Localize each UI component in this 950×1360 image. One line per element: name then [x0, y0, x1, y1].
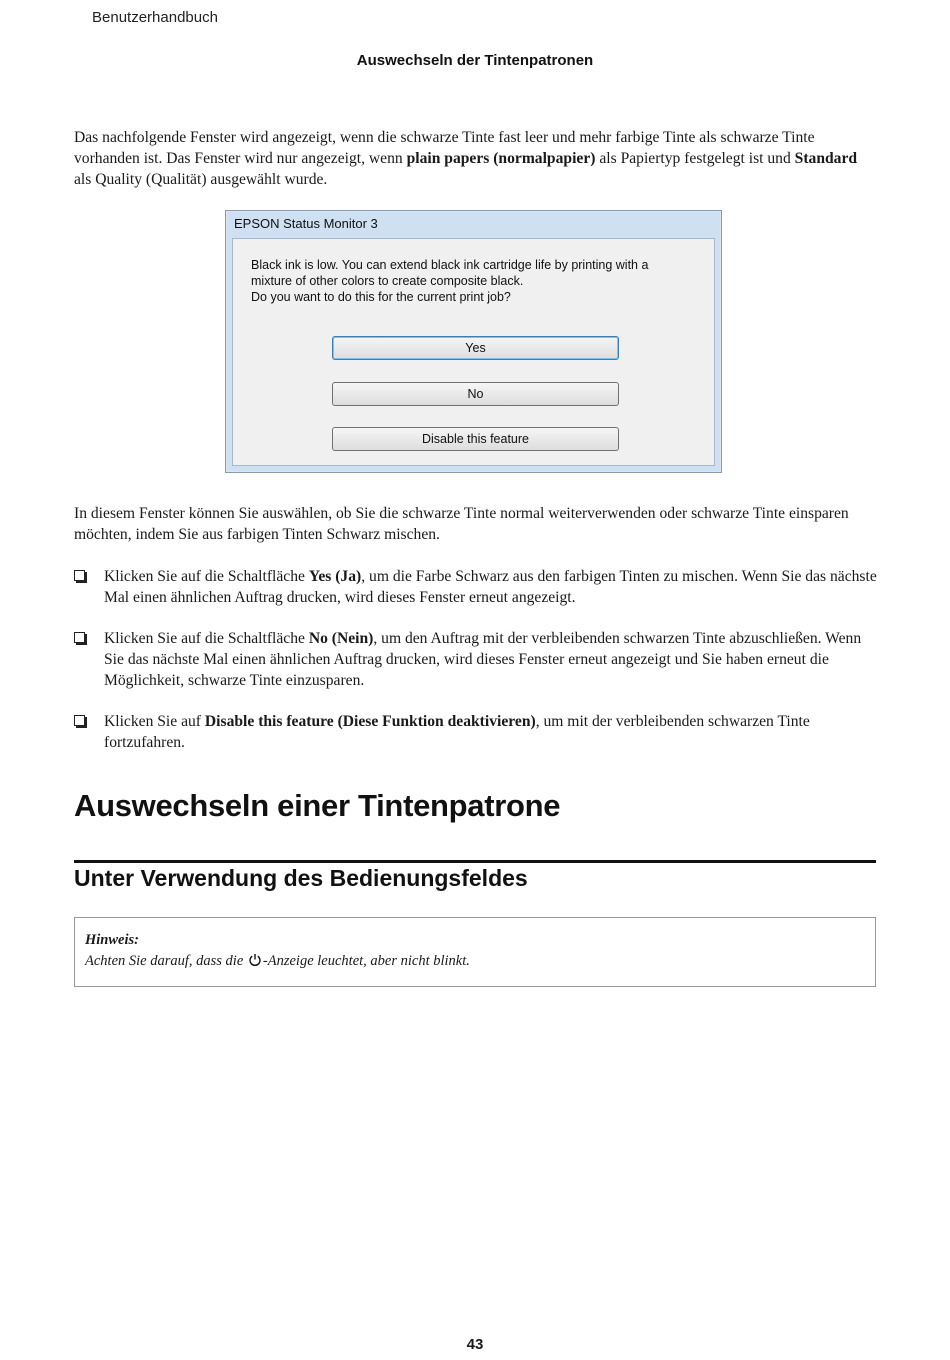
- bullet-text: Klicken Sie auf die Schaltfläche: [104, 568, 309, 585]
- dialog-message: [251, 257, 701, 305]
- choice-paragraph: In diesem Fenster können Sie auswählen, ob Sie die schwarze Tinte normal weiterverwenden oder schwarze Tinte einsparen möchten, indem Sie aus farbigen Tinten Schwarz mischen.: [74, 505, 849, 543]
- checkbox-bullet-icon: [74, 632, 85, 643]
- options-list: [74, 711, 879, 753]
- bullet-bold: Yes (Ja): [308, 568, 362, 585]
- heading-rule: [74, 860, 876, 863]
- bullet-text: Klicken Sie auf die Schaltfläche: [104, 630, 309, 647]
- list-item: [74, 628, 879, 691]
- intro-paragraph: [74, 127, 874, 190]
- bullet-text: , um mit der verbleibenden schwarzen Tinte fortzufahren.: [104, 713, 810, 751]
- note-text-pre: Achten Sie darauf, dass die: [85, 953, 247, 969]
- intro-bold-paper: plain papers (normalpapier): [406, 150, 596, 167]
- bullet-text: , um den Auftrag mit der verbleibenden schwarzen Tinte abzuschließen. Wenn Sie das nächste Mal einen ähnlichen Auftrag drucken, wird dieses Fenster erneut angezeigt und Sie haben erneut die Möglichkeit, schwarze Tinte einzusparen.: [104, 630, 862, 689]
- intro-text-1: Das nachfolgende Fenster wird angezeigt, wenn die schwarze Tinte fast leer und mehr farbige Tinte als schwarze Tinte vorhanden ist. Das Fenster wird nur angezeigt, wenn: [74, 129, 815, 167]
- bullet-text: , um die Farbe Schwarz aus den farbigen Tinten zu mischen. Wenn Sie das nächste Mal einen ähnlichen Auftrag drucken, wird dieses Fenster erneut angezeigt.: [104, 568, 877, 606]
- dialog-body: [232, 238, 715, 466]
- bullet-text: Klicken Sie auf: [104, 713, 205, 730]
- checkbox-bullet-icon: [74, 570, 85, 581]
- dialog-message-line: mixture of other colors to create composite black.: [251, 274, 524, 288]
- bullet-bold: Disable this feature (Diese Funktion deaktivieren): [204, 713, 536, 730]
- note-title: Hinweis:: [85, 932, 139, 948]
- dialog-message-line: Black ink is low. You can extend black ink cartridge life by printing with a: [251, 258, 649, 272]
- disable-feature-button[interactable]: Disable this feature: [332, 427, 619, 451]
- dialog-message-line: Do you want to do this for the current print job?: [251, 290, 511, 304]
- intro-text-3: als Quality (Qualität) ausgewählt wurde.: [74, 171, 328, 188]
- no-button[interactable]: No: [332, 382, 619, 406]
- chapter-heading: Auswechseln einer Tintenpatrone: [74, 788, 561, 823]
- status-monitor-dialog-screenshot: [225, 210, 722, 473]
- section-heading: Unter Verwendung des Bedienungsfeldes: [74, 865, 528, 891]
- page-number: 43: [466, 1336, 484, 1353]
- intro-text-2: als Papiertyp festgelegt ist und: [595, 150, 795, 167]
- list-item: [74, 566, 879, 608]
- options-list: [74, 566, 879, 608]
- dialog-title: EPSON Status Monitor 3: [234, 216, 378, 231]
- checkbox-bullet-icon: [74, 715, 85, 726]
- list-item: [74, 711, 879, 753]
- options-list: [74, 628, 879, 691]
- bullet-bold: No (Nein): [308, 630, 374, 647]
- intro-bold-standard: Standard: [794, 150, 858, 167]
- note-text-post: -Anzeige leuchtet, aber nicht blinkt.: [262, 953, 470, 969]
- yes-button[interactable]: Yes: [332, 336, 619, 360]
- manual-title: Benutzerhandbuch: [92, 9, 218, 26]
- note-box: [74, 917, 876, 987]
- section-title: Auswechseln der Tintenpatronen: [356, 52, 594, 69]
- power-icon: [248, 953, 262, 972]
- note-text: [85, 953, 470, 972]
